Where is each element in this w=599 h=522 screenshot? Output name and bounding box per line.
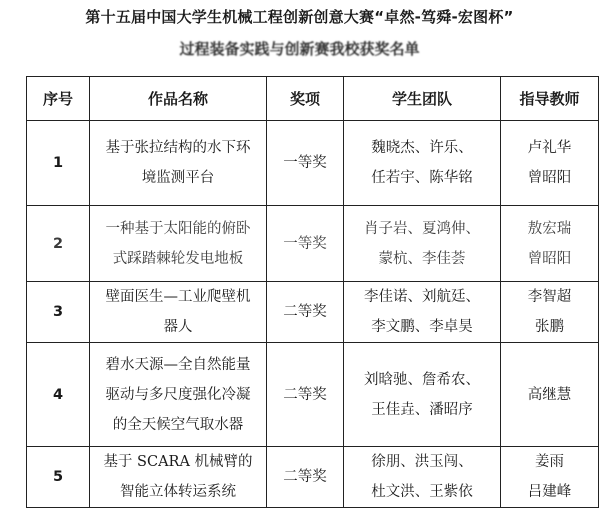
name-line: 器人	[163, 319, 193, 335]
cell-team	[344, 206, 501, 282]
name-line: 基于张拉结构的水下环	[105, 140, 251, 156]
cell-no: 2	[27, 206, 90, 282]
cell-award: 一等奖	[267, 121, 344, 206]
cell-name	[90, 447, 267, 508]
cell-no: 4	[27, 343, 90, 447]
cell-award: 二等奖	[267, 282, 344, 343]
name-line: 一种基于太阳能的俯卧	[105, 220, 251, 237]
name-line: 智能立体转运系统	[120, 484, 236, 500]
teacher-line: 敖宏瑞	[527, 220, 572, 237]
header-teacher: 指导教师	[501, 77, 599, 121]
teacher-line: 姜雨	[535, 454, 564, 470]
cell-award: 一等奖	[267, 206, 344, 282]
team-line: 刘晗驰、詹希农、	[364, 371, 480, 388]
table-row	[27, 282, 599, 343]
cell-name	[90, 343, 267, 447]
table-row	[27, 343, 599, 447]
document-title: 第十五届中国大学生机械工程创新创意大赛“卓然-笃舜-宏图杯”	[85, 8, 514, 26]
team-line: 王佳垚、潘昭序	[371, 401, 473, 418]
team-line: 魏晓杰、许乐、	[371, 140, 473, 156]
cell-no: 5	[27, 447, 90, 508]
team-line: 任若宇、陈华铭	[371, 170, 473, 186]
team-line: 肖子岩、夏鸿伸、	[364, 220, 480, 237]
name-line: 驱动与多尺度强化冷凝	[105, 386, 251, 403]
cell-teacher	[501, 206, 599, 282]
name-line: 碧水天源—全自然能量	[105, 356, 251, 373]
teacher-line: 高继慧	[527, 386, 572, 403]
cell-team	[344, 447, 501, 508]
header-award: 奖项	[267, 77, 344, 121]
cell-name	[90, 121, 267, 206]
table-row	[27, 447, 599, 508]
header-no: 序号	[27, 77, 90, 121]
cell-teacher	[501, 282, 599, 343]
document-subtitle	[0, 38, 599, 59]
team-line: 杜文洪、王紫依	[371, 484, 473, 500]
teacher-line: 曾昭阳	[527, 250, 572, 267]
header-name: 作品名称	[90, 77, 267, 121]
table-header-row	[27, 77, 599, 121]
document-subtitle-text: 过程装备实践与创新赛我校获奖名单	[179, 40, 420, 58]
table-row	[27, 206, 599, 282]
name-line: 的全天候空气取水器	[112, 416, 244, 433]
cell-team	[344, 343, 501, 447]
name-line: 式踩踏棘轮发电地板	[112, 250, 244, 267]
teacher-line: 吕建峰	[527, 484, 572, 500]
team-line: 徐朋、洪玉闯、	[371, 454, 473, 470]
cell-name	[90, 282, 267, 343]
name-line: 基于 SCARA 机械臂的	[103, 454, 253, 470]
team-line: 蒙杭、李佳荟	[378, 250, 466, 267]
cell-no: 1	[27, 121, 90, 206]
cell-no: 3	[27, 282, 90, 343]
team-line: 李佳诺、刘航廷、	[364, 289, 480, 305]
teacher-line: 李智超	[527, 289, 572, 305]
name-line: 壁面医生—工业爬壁机	[105, 289, 251, 305]
cell-teacher	[501, 121, 599, 206]
team-line: 李文鹏、李卓昊	[371, 319, 473, 335]
cell-teacher	[501, 343, 599, 447]
award-table	[26, 76, 599, 508]
cell-team	[344, 282, 501, 343]
name-line: 境监测平台	[141, 170, 215, 186]
cell-team	[344, 121, 501, 206]
teacher-line: 张鹏	[535, 319, 564, 335]
table-row	[27, 121, 599, 206]
cell-teacher	[501, 447, 599, 508]
teacher-line: 卢礼华	[527, 140, 572, 156]
cell-name	[90, 206, 267, 282]
header-team: 学生团队	[344, 77, 501, 121]
cell-award: 二等奖	[267, 447, 344, 508]
teacher-line: 曾昭阳	[527, 170, 572, 186]
cell-award: 二等奖	[267, 343, 344, 447]
